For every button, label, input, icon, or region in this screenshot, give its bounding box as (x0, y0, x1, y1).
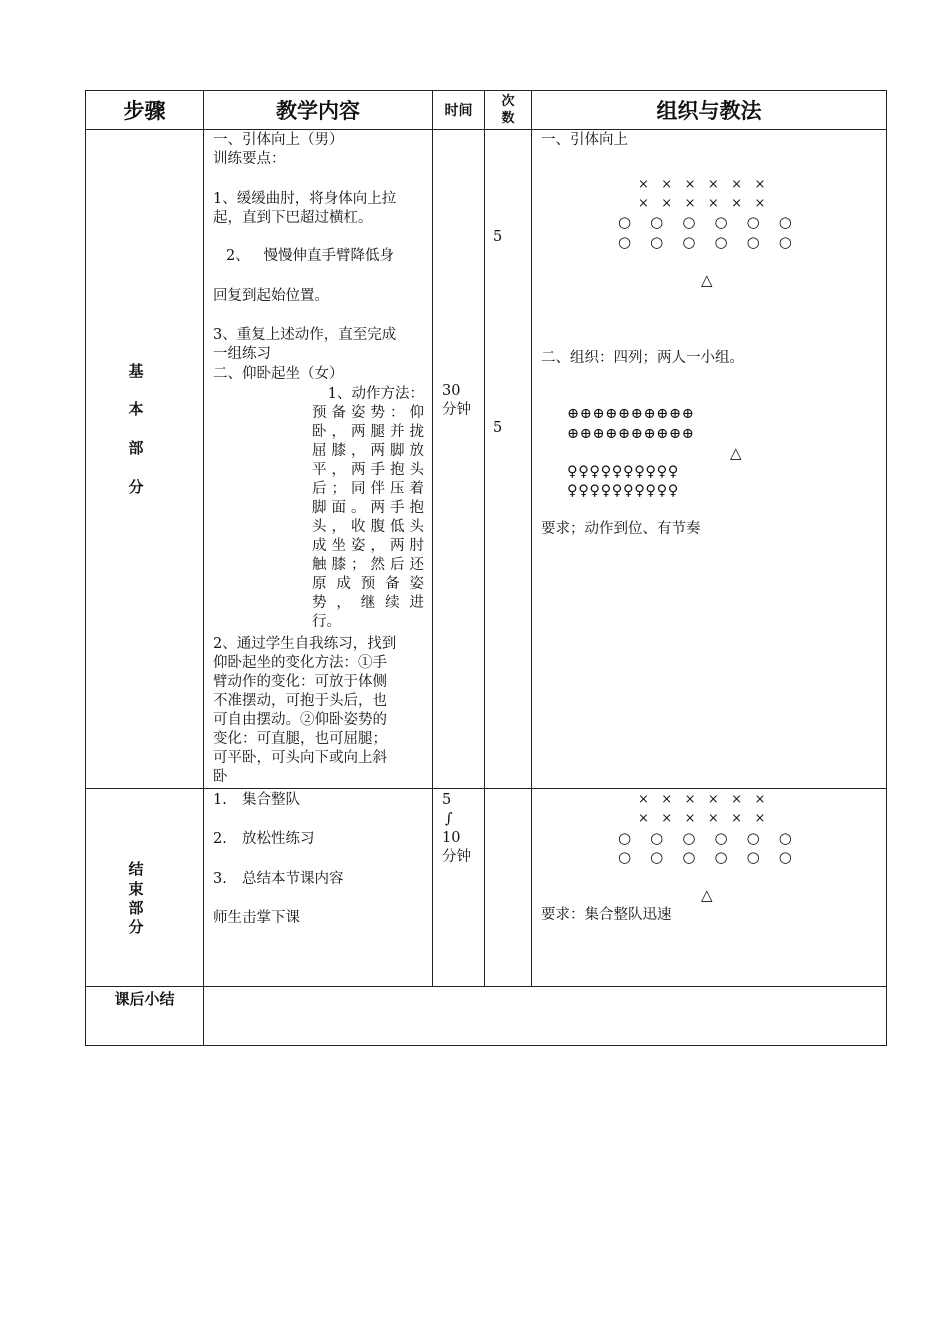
basic-time-unit: 分钟 (442, 402, 471, 418)
student-row-plus-1: ⊕⊕⊕⊕⊕⊕⊕⊕⊕⊕ (567, 406, 695, 422)
header-time: 时间 (444, 103, 473, 119)
ending-item-text-1: 集合整队 (242, 792, 300, 808)
situp-method-line: 屈膝，两脚放 (312, 443, 424, 459)
student-row-o-1: ○ ○ ○ ○ ○ ○ (618, 213, 792, 231)
ending-label-char-4: 分 (128, 918, 144, 936)
pullup-step1-line1: 1、缓缓曲肘，将身体向上拉 (213, 191, 397, 207)
situp-method-line: 脚面。两手抱 (312, 500, 424, 516)
basic-time-value: 30 (442, 383, 461, 399)
ending-row-x-1: × × × × × × (638, 792, 766, 807)
pullup-step3-line2: 一组练习 (213, 346, 271, 362)
situp-method-line: 成坐姿，两肘 (312, 538, 424, 554)
situp-practice-line: 卧 (213, 769, 228, 785)
student-row-x-1: × × × × × × (638, 177, 766, 192)
col-divider-3 (484, 90, 485, 987)
header-organization: 组织与教法 (656, 99, 762, 123)
situp-method-line: 头，收腹低头 (312, 519, 424, 535)
basic-label-char-4: 分 (128, 478, 144, 496)
student-row-o-2: ○ ○ ○ ○ ○ ○ (618, 233, 792, 251)
situp-method-line: 卧，两腿并拢 (312, 424, 424, 440)
teacher-marker: △ (701, 271, 713, 289)
situp-method-line: 触膝；然后还 (312, 557, 424, 573)
basic-label-char-3: 部 (128, 439, 144, 457)
situp-practice-line: 不准摆动，可抱于头后，也 (213, 693, 387, 709)
situp-method-line: 势，继续进 (312, 595, 424, 611)
pullup-step2-line2: 回复到起始位置。 (213, 288, 329, 304)
ending-time-sep: ∫ (445, 811, 453, 827)
situp-method-line: 后；同伴压着 (312, 481, 424, 497)
situp-method-line: 预备姿势：仰 (312, 405, 424, 421)
ending-item-num-2: 2. (213, 831, 227, 847)
header-divider (85, 129, 887, 130)
situp-method-line: 平，两手抱头 (312, 462, 424, 478)
situp-method-line: 1、动作方法： (327, 386, 424, 402)
situp-method-line: 原成预备姿 (312, 576, 424, 592)
student-row-female-2: ♀♀♀♀♀♀♀♀♀♀ (567, 483, 679, 499)
header-content: 教学内容 (276, 99, 360, 123)
pullup-title: 一、引体向上（男） (213, 132, 344, 148)
ending-label-char-3: 部 (128, 899, 144, 917)
pullup-step2-line1: 2、 慢慢伸直手臂降低身 (226, 248, 395, 264)
ending-requirement: 要求：集合整队迅速 (541, 907, 672, 923)
situp-method-block (312, 385, 424, 632)
table-border-top (85, 90, 887, 91)
ending-item-num-3: 3. (213, 871, 227, 887)
situp-practice-line: 可平卧，可头向下或向上斜 (213, 750, 387, 766)
basic-label-char-2: 本 (128, 400, 144, 418)
header-count (485, 93, 531, 127)
row-divider-ending (85, 986, 887, 987)
ending-label-char-2: 束 (128, 880, 144, 898)
ending-time-to: 10 (442, 830, 461, 846)
ending-row-x-2: × × × × × × (638, 811, 766, 826)
header-steps: 步骤 (123, 99, 166, 123)
student-row-female-1: ♀♀♀♀♀♀♀♀♀♀ (567, 464, 679, 480)
ending-label-char-1: 结 (128, 860, 144, 878)
student-row-plus-2: ⊕⊕⊕⊕⊕⊕⊕⊕⊕⊕ (567, 426, 695, 442)
ending-item-num-1: 1. (213, 792, 227, 808)
table-border-bottom (85, 1045, 887, 1046)
col-divider-2 (432, 90, 433, 987)
situp-method-line: 行。 (312, 614, 341, 630)
situp-practice-line: 臂动作的变化：可放于体侧 (213, 674, 387, 690)
row-divider-basic (85, 788, 887, 789)
situp-practice-block (213, 635, 425, 787)
org-requirement: 要求；动作到位、有节奏 (541, 521, 701, 537)
situp-practice-line: 变化：可直腿，也可屈腿； (213, 731, 387, 747)
situp-count: 5 (493, 420, 503, 436)
training-points: 训练要点： (213, 151, 286, 167)
header-count-line2: 数 (501, 111, 515, 126)
ending-time-unit: 分钟 (442, 849, 471, 865)
ending-row-o-2: ○ ○ ○ ○ ○ ○ (618, 848, 792, 866)
student-row-x-2: × × × × × × (638, 196, 766, 211)
table-border-right (886, 90, 887, 1046)
header-count-line1: 次 (501, 94, 515, 109)
pullup-step1-line2: 起，直到下巴超过横杠。 (213, 210, 373, 226)
col-divider-1 (203, 90, 204, 1046)
pullup-step3-line1: 3、重复上述动作，直至完成 (213, 327, 397, 343)
ending-closing: 师生击掌下课 (213, 910, 300, 926)
table-border-left (85, 90, 86, 1046)
org-group-text: 二、组织：四列；两人一小组。 (541, 350, 744, 366)
situp-practice-line: 可自由摆动。②仰卧姿势的 (213, 712, 387, 728)
ending-item-text-2: 放松性练习 (242, 831, 315, 847)
ending-item-text-3: 总结本节课内容 (242, 871, 344, 887)
situp-practice-line: 2、通过学生自我练习，找到 (213, 636, 397, 652)
ending-time-from: 5 (442, 792, 452, 808)
basic-label-char-1: 基 (128, 362, 144, 380)
pullup-count: 5 (493, 229, 503, 245)
situp-practice-line: 仰卧起坐的变化方法：①手 (213, 655, 387, 671)
summary-label: 课后小结 (114, 990, 175, 1008)
situp-title: 二、仰卧起坐（女） (213, 366, 344, 382)
ending-teacher-marker: △ (701, 886, 713, 904)
ending-row-o-1: ○ ○ ○ ○ ○ ○ (618, 829, 792, 847)
teacher-marker-2: △ (730, 444, 742, 462)
org-pullup-title: 一、引体向上 (541, 132, 628, 148)
col-divider-4 (531, 90, 532, 987)
